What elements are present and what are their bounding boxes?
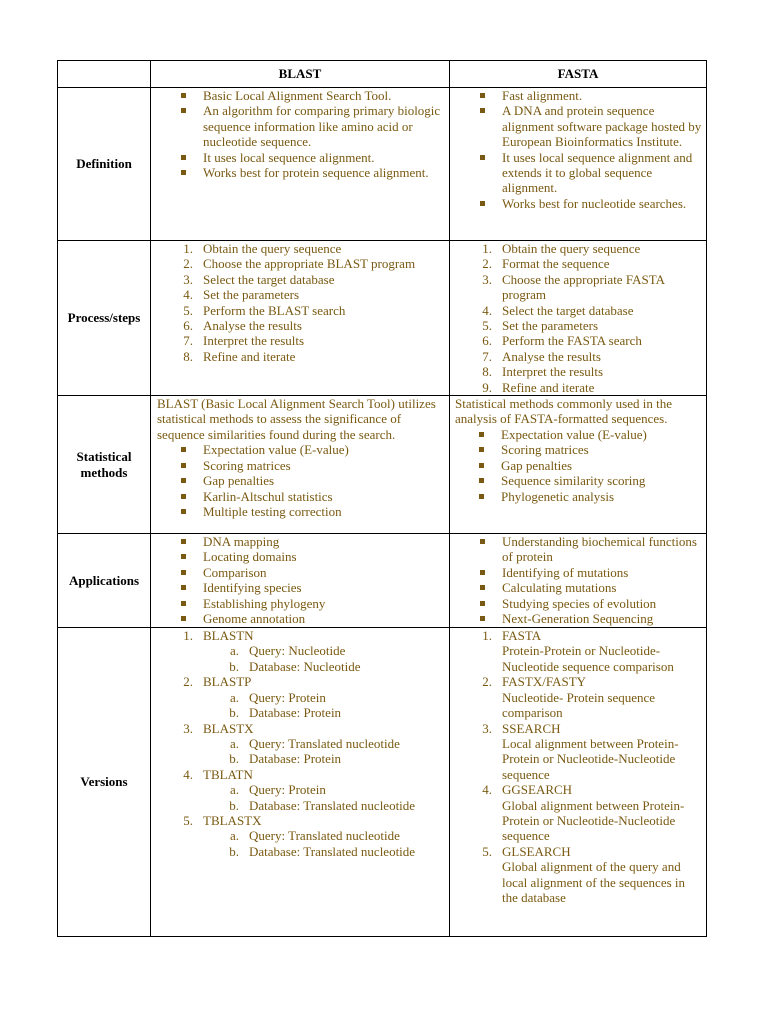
list-item: An algorithm for comparing primary biologic sequence information like amino acid or nucleotide sequence. xyxy=(181,103,445,149)
list-item: 1. Obtain the query sequence xyxy=(482,241,641,256)
list-item: Sequence similarity scoring xyxy=(479,473,702,488)
versions-label: Versions xyxy=(58,628,151,937)
list-item: Calculating mutations xyxy=(480,580,702,595)
blast-applications-cell xyxy=(151,534,450,628)
list-item: 9. Refine and iterate xyxy=(482,379,595,395)
list-item: 1. Obtain the query sequence xyxy=(183,241,342,256)
list-item: 8. Interpret the results xyxy=(482,364,604,380)
list-item: Gap penalties xyxy=(479,458,702,473)
fasta-applications-cell xyxy=(450,534,707,628)
list-item: 2. Format the sequence xyxy=(482,256,610,272)
list-item: 2. FASTX/FASTY Nucleotide- Protein sequence comparison xyxy=(482,674,656,721)
list-item: 6. Perform the FASTA search xyxy=(482,333,642,349)
list-item: 3. Select the target database xyxy=(183,271,335,287)
list-item: Identifying species xyxy=(181,580,445,595)
list-item: a. Query: Translated nucleotide xyxy=(229,735,400,751)
list-item: 7. Interpret the results xyxy=(183,333,305,349)
list-item: Identifying of mutations xyxy=(480,565,702,580)
list-item: Works best for protein sequence alignment. xyxy=(181,165,445,180)
fasta-definition-cell xyxy=(450,88,707,241)
fasta-statistical-cell xyxy=(450,396,707,534)
blast-versions-cell xyxy=(151,628,450,937)
fasta-statistical-intro: Statistical methods commonly used in the analysis of FASTA-formatted sequences. xyxy=(455,396,673,427)
list-item: a. Query: Protein xyxy=(229,689,326,705)
list-item: Genome annotation xyxy=(181,611,445,626)
definition-label: Definition xyxy=(58,88,151,241)
list-item: 3. SSEARCH Local alignment between Protein-Protein or Nucleotide-Nucleotide sequence xyxy=(482,720,679,782)
fasta-versions-cell xyxy=(450,628,707,937)
list-item: 3. Choose the appropriate FASTA program xyxy=(482,271,665,303)
applications-label: Applications xyxy=(58,534,151,628)
list-item: Understanding biochemical functions of protein xyxy=(480,534,702,565)
list-item: Phylogenetic analysis xyxy=(479,489,702,504)
list-item: DNA mapping xyxy=(181,534,445,549)
list-item: Multiple testing correction xyxy=(181,504,445,519)
list-item: Locating domains xyxy=(181,549,445,564)
list-item: 5. GLSEARCH Global alignment of the query and local alignment of the sequences in the database xyxy=(482,843,686,905)
list-item: 4. TBLATN a. Query: Protein b. Database: Translated nucleotide xyxy=(175,767,445,813)
header-row xyxy=(58,61,707,88)
list-item: Next-Generation Sequencing xyxy=(480,611,702,626)
list-item: 5. Perform the BLAST search xyxy=(183,302,346,318)
list-item: Karlin-Altschul statistics xyxy=(181,489,445,504)
process-label: Process/steps xyxy=(58,241,151,396)
blast-header: BLAST xyxy=(151,61,450,88)
list-item: 7. Analyse the results xyxy=(482,348,601,364)
list-item: Scoring matrices xyxy=(479,442,702,457)
list-item: 4. Set the parameters xyxy=(183,287,300,303)
list-item: Expectation value (E-value) xyxy=(181,442,445,457)
comparison-document xyxy=(57,60,706,937)
list-item: It uses local sequence alignment. xyxy=(181,150,445,165)
list-item: b. Database: Protein xyxy=(229,751,342,767)
statistical-row xyxy=(58,396,707,534)
list-item: 5. TBLASTX a. Query: Translated nucleotide b. Database: Translated nucleotide xyxy=(175,813,445,859)
list-item: a. Query: Nucleotide xyxy=(229,643,346,659)
blast-statistical-cell xyxy=(151,396,450,534)
list-item: Works best for nucleotide searches. xyxy=(480,196,702,211)
blast-statistical-intro: BLAST (Basic Local Alignment Search Tool) utilizes statistical methods to assess the significance of sequence similarities found during the search. xyxy=(157,396,436,442)
corner-cell xyxy=(58,61,151,88)
list-item: 6. Analyse the results xyxy=(183,318,302,334)
list-item: Basic Local Alignment Search Tool. xyxy=(181,88,445,103)
list-item: a. Query: Translated nucleotide xyxy=(229,828,400,844)
fasta-header: FASTA xyxy=(450,61,707,88)
list-item: 1. BLASTN a. Query: Nucleotide b. Database: Nucleotide xyxy=(175,628,445,674)
list-item: 1. FASTA Protein-Protein or Nucleotide-Nucleotide sequence comparison xyxy=(482,628,674,674)
list-item: A DNA and protein sequence alignment software package hosted by European Bioinformatics Institute. xyxy=(480,103,702,149)
applications-row xyxy=(58,534,707,628)
list-item: 2. BLASTP a. Query: Protein b. Database: Protein xyxy=(175,674,445,720)
blast-fasta-comparison-table xyxy=(57,60,707,937)
list-item: 2. Choose the appropriate BLAST program xyxy=(183,256,416,272)
statistical-label: Statistical methods xyxy=(58,396,151,534)
definition-row xyxy=(58,88,707,241)
versions-row xyxy=(58,628,707,937)
list-item: 4. GGSEARCH Global alignment between Protein-Protein or Nucleotide-Nucleotide sequence xyxy=(482,782,685,844)
list-item: Gap penalties xyxy=(181,473,445,488)
list-item: b. Database: Translated nucleotide xyxy=(229,797,416,813)
list-item: 3. BLASTX a. Query: Translated nucleotide b. Database: Protein xyxy=(175,721,445,767)
list-item: 4. Select the target database xyxy=(482,302,634,318)
list-item: Scoring matrices xyxy=(181,458,445,473)
list-item: Establishing phylogeny xyxy=(181,596,445,611)
list-item: Expectation value (E-value) xyxy=(479,427,702,442)
list-item: Fast alignment. xyxy=(480,88,702,103)
fasta-process-cell xyxy=(450,241,707,396)
blast-definition-cell xyxy=(151,88,450,241)
list-item: Studying species of evolution xyxy=(480,596,702,611)
list-item: b. Database: Nucleotide xyxy=(229,658,361,674)
list-item: It uses local sequence alignment and extends it to global sequence alignment. xyxy=(480,150,702,196)
list-item: 5. Set the parameters xyxy=(482,318,599,334)
list-item: b. Database: Protein xyxy=(229,705,342,721)
blast-process-cell xyxy=(151,241,450,396)
list-item: b. Database: Translated nucleotide xyxy=(229,843,416,859)
list-item: a. Query: Protein xyxy=(229,782,326,798)
list-item: 8. Refine and iterate xyxy=(183,348,296,364)
list-item: Comparison xyxy=(181,565,445,580)
process-row xyxy=(58,241,707,396)
